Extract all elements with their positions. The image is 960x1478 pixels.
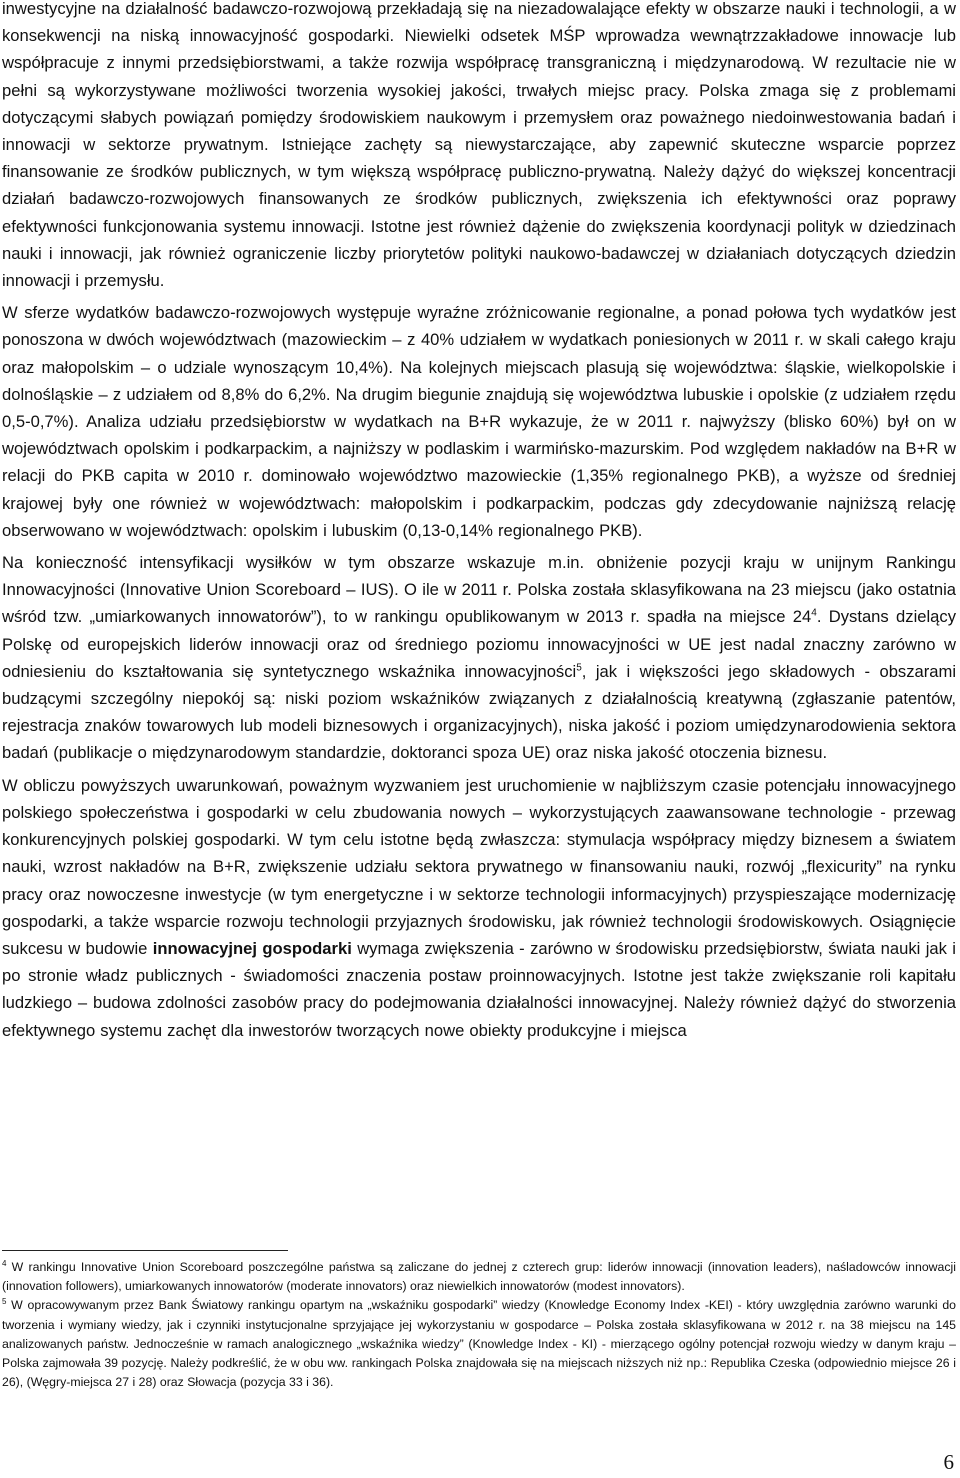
footnote-4: [2, 1258, 956, 1296]
page-number: 6: [943, 1450, 954, 1474]
paragraph-text: Na konieczność intensyfikacji wysiłków w tym obszarze wskazuje m.in. obniżenie pozycji kraju w unijnym Rankingu Innowacyjności (Innovative Union Scoreboard – IUS). O ile w 2011 r. Polska została sklasyfikowana na 23 miejscu (jako ostatnia wśród tzw. „umiarkowanych innowatorów”), to w rankingu opublikowanym w 2013 r. spadła na miejsce 24: [2, 553, 956, 627]
footnote-text: W opracowywanym przez Bank Światowy rankingu opartym na „wskaźniku gospodarki” wiedzy (Knowledge Economy Index -KEI) - który uwzględnia zarówno warunki do tworzenia i wymiany wiedzy, jak i czynniki instytucjonalne sprzyjające jej wykorzystaniu w gospodarce – Polska została sklasyfikowana w 2012 r. na 38 miejscu na 145 analizowanych państw. Jednocześnie w ramach analogicznego „wskaźnika wiedzy” (Knowledge Index - KI) - mierzącego ogólny potencjał rozwoju wiedzy w danym kraju – Polska zajmowała 39 pozycję. Należy podkreślić, że w obu ww. rankingach Polska znajdowała się na miejscach niższych niż np.: Republika Czeska (odpowiednio miejsce 26 i 26), (Węgry-miejsca 27 i 28) oraz Słowacja (pozycja 33 i 36).: [2, 1298, 956, 1390]
paragraph-text: . Dystans dzielący Polskę od europejskich liderów innowacji oraz od średniego poziomu innowacyjności w UE jest nadal znaczny zarówno w odniesieniu do kształtowania się syntetycznego wskaźnika innowacyjności: [2, 607, 956, 681]
paragraph-text: wymaga zwiększenia - zarówno w środowisku przedsiębiorstw, świata nauki jak i po stronie władz publicznych - świadomości znaczenia postaw proinnowacyjnych. Istotne jest także zwiększanie roli kapitału ludzkiego – budowa zdolności zasobów pracy do podejmowania działalności innowacyjnej. Należy również dążyć do stworzenia efektywnego systemu zachęt dla inwestorów tworzących nowe obiekty produkcyjne i miejsca: [2, 938, 956, 1040]
footnote-5: [2, 1296, 956, 1392]
footnote-marker: 5: [2, 1297, 7, 1307]
footnote-separator: [2, 1250, 288, 1251]
bold-phrase: innowacyjnej gospodarki: [152, 938, 352, 958]
paragraph-innovation-ranking: [2, 549, 956, 767]
footnote-marker: 4: [2, 1258, 7, 1268]
paragraph-text: W obliczu powyższych uwarunkowań, poważnym wyzwaniem jest uruchomienie w najbliższym czasie potencjału innowacyjnego polskiego społeczeństwa i gospodarki w celu zbudowania nowych – wykorzystujących zaawansowane technologie - przewag konkurencyjnych polskiej gospodarki. W tym celu istotne będą zwłaszcza: stymulacja współpracy między biznesem a światem nauki, wzrost nakładów na B+R, zwiększenie udziału sektora prywatnego w finansowaniu nauki, rozwój „flexicurity” na rynku pracy oraz nowoczesne inwestycje (w tym energetyczne i w sektorze technologii informacyjnych) przyspieszające modernizację gospodarki, a także wsparcie rozwoju technologii przyjaznych środowisku, jak również technologii środowiskowych. Osiągnięcie sukcesu w budowie: [2, 775, 956, 958]
paragraph-challenges: [2, 772, 956, 1044]
footnote-reference-5: 5: [576, 662, 582, 674]
paragraph-innovation-weakness: inwestycyjne na działalność badawczo-rozwojową przekładają się na niezadowalające efekty w obszarze nauki i technologii, a w konsekwencji na niską innowacyjność gospodarki. Niewielki odsetek MŚP wprowadza wewnątrzzakładowe innowacje lub współpracuje z innymi przedsiębiorstwami, a także rozwija współpracę transgraniczną i międzynarodową. W rezultacie nie w pełni są wykorzystywane możliwości tworzenia wysokiej jakości, trwałych miejsc pracy. Polska zmaga się z problemami dotyczącymi słabych powiązań pomiędzy środowiskiem naukowym i przemysłem oraz poważnego niedoinwestowania badań i innowacji w sektorze prywatnym. Istniejące zachęty są niewystarczające, aby zapewnić skuteczne wsparcie poprzez finansowanie ze środków publicznych, w tym większą współpracę publiczno-prywatną. Należy dążyć do większej koncentracji działań badawczo-rozwojowych finansowanych ze środków publicznych, zwiększenia ich efektywności oraz poprawy efektywności funkcjonowania systemu innowacji. Istotne jest również dążenie do zwiększenia koordynacji polityk w dziedzinach nauki i innowacji, jak również ograniczenie liczby priorytetów polityki naukowo-badawczej w działaniach dotyczących dziedzin innowacji i przemysłu.: [2, 0, 956, 291]
footnote-text: W rankingu Innovative Union Scoreboard poszczególne państwa są zaliczane do jednej z czterech grup: liderów innowacji (innovation leaders), naśladowców innowacji (innovation followers), umiarkowanych innowatorów (moderate innovators) oraz niewielkich innowatorów (modest innovators).: [2, 1260, 956, 1294]
footnote-reference-4: 4: [811, 607, 817, 619]
footnotes: [2, 1258, 956, 1392]
paragraph-regional-rd-spending: W sferze wydatków badawczo-rozwojowych występuje wyraźne zróżnicowanie regionalne, a ponad połowa tych wydatków jest ponoszona w dwóch województwach (mazowieckim – z 40% udziałem w wydatkach poniesionych w 2011 r. w skali całego kraju oraz małopolskim – o udziale wynoszącym 10,4%). Na kolejnych miejscach plasują się województwa: śląskie, wielkopolskie i dolnośląskie – z udziałem od 8,8% do 6,2%. Na drugim biegunie znajdują się województwa lubuskie i opolskie (z udziałem rzędu 0,5-0,7%). Analiza udziału przedsiębiorstw w wydatkach na B+R wykazuje, że w 2011 r. najwyższy (blisko 60%) był on w województwach opolskim i podkarpackim, a najniższy w podlaskim i warmińsko-mazurskim. Pod względem nakładów na B+R w relacji do PKB capita w 2010 r. dominowało województwo mazowieckie (1,35% regionalnego PKB), a wyższe od średniej krajowej były one również w województwach: małopolskim i podkarpackim, podczas gdy zdecydowanie najniższą relację obserwowano w województwach: opolskim i lubuskim (0,13-0,14% regionalnego PKB).: [2, 303, 956, 540]
paragraph-text: , jak i większości jego składowych - obszarami budzącymi szczególny niepokój są: niski poziom wskaźników związanych z działalnością kreatywną (zgłaszanie patentów, rejestracja znaków towarowych lub modeli biznesowych i organizacyjnych), niska jakość i poziom umiędzynarodowienia sektora badań (publikacje o międzynarodowym standardzie, doktoranci spoza UE) oraz niska jakość otoczenia biznesu.: [2, 661, 957, 763]
